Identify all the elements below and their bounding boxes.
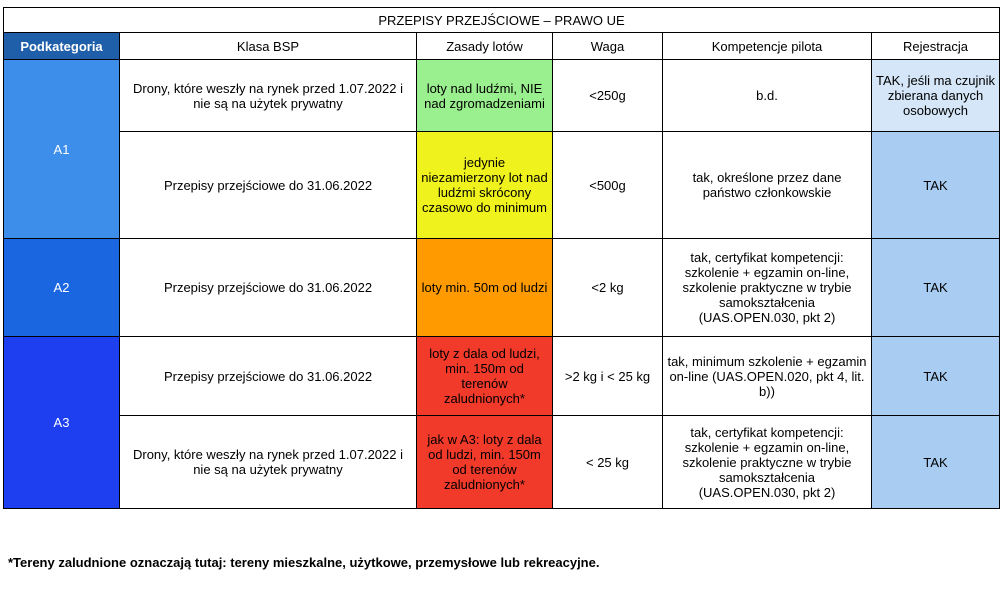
pilot-cell: tak, certyfikat kompetencji: szkolenie + egzamin on-line, szkolenie praktyczne w trybie samokształcenia (UAS.OPEN.030, pkt 2): [663, 239, 872, 337]
weight-cell: <250g: [553, 60, 663, 132]
registration-cell: TAK: [872, 132, 1000, 239]
flight-rules-cell: jak w A3: loty z dala od ludzi, min. 150m od terenów zaludnionych*: [417, 416, 553, 509]
table-row: [4, 416, 1000, 509]
header-subcategory: Podkategoria: [4, 33, 120, 60]
pilot-cell: tak, certyfikat kompetencji: szkolenie + egzamin on-line, szkolenie praktyczne w trybie samokształcenia (UAS.OPEN.030, pkt 2): [663, 416, 872, 509]
registration-cell: TAK: [872, 239, 1000, 337]
pilot-cell: tak, minimum szkolenie + egzamin on-line (UAS.OPEN.020, pkt 4, lit. b)): [663, 337, 872, 416]
header-weight: Waga: [553, 33, 663, 60]
header-class: Klasa BSP: [120, 33, 417, 60]
class-cell: Przepisy przejściowe do 31.06.2022: [120, 337, 417, 416]
table-row: [4, 239, 1000, 337]
table-row: [4, 132, 1000, 239]
registration-cell: TAK, jeśli ma czujnik zbierana danych osobowych: [872, 60, 1000, 132]
header-registration: Rejestracja: [872, 33, 1000, 60]
weight-cell: <2 kg: [553, 239, 663, 337]
footnote: *Tereny zaludnione oznaczają tutaj: tereny mieszkalne, użytkowe, przemysłowe lub rekreacyjne.: [8, 555, 600, 570]
header-flight-rules: Zasady lotów: [417, 33, 553, 60]
flight-rules-cell: loty nad ludźmi, NIE nad zgromadzeniami: [417, 60, 553, 132]
table-row: [4, 337, 1000, 416]
header-row: [4, 33, 1000, 60]
flight-rules-cell: loty z dala od ludzi, min. 150m od terenów zaludnionych*: [417, 337, 553, 416]
registration-cell: TAK: [872, 337, 1000, 416]
weight-cell: <500g: [553, 132, 663, 239]
regulations-table: [3, 7, 1000, 509]
category-a3: A3: [4, 337, 120, 509]
class-cell: Drony, które weszły na rynek przed 1.07.2022 i nie są na użytek prywatny: [120, 60, 417, 132]
table-row: [4, 60, 1000, 132]
pilot-cell: tak, określone przez dane państwo członkowskie: [663, 132, 872, 239]
class-cell: Drony, które weszły na rynek przed 1.07.2022 i nie są na użytek prywatny: [120, 416, 417, 509]
category-a2: A2: [4, 239, 120, 337]
category-a1: A1: [4, 60, 120, 239]
flight-rules-cell: jedynie niezamierzony lot nad ludźmi skrócony czasowo do minimum: [417, 132, 553, 239]
class-cell: Przepisy przejściowe do 31.06.2022: [120, 132, 417, 239]
table-title: PRZEPISY PRZEJŚCIOWE – PRAWO UE: [4, 8, 1000, 33]
regulations-table-container: [3, 7, 1000, 509]
class-cell: Przepisy przejściowe do 31.06.2022: [120, 239, 417, 337]
weight-cell: < 25 kg: [553, 416, 663, 509]
registration-cell: TAK: [872, 416, 1000, 509]
pilot-cell: b.d.: [663, 60, 872, 132]
header-pilot: Kompetencje pilota: [663, 33, 872, 60]
flight-rules-cell: loty min. 50m od ludzi: [417, 239, 553, 337]
weight-cell: >2 kg i < 25 kg: [553, 337, 663, 416]
